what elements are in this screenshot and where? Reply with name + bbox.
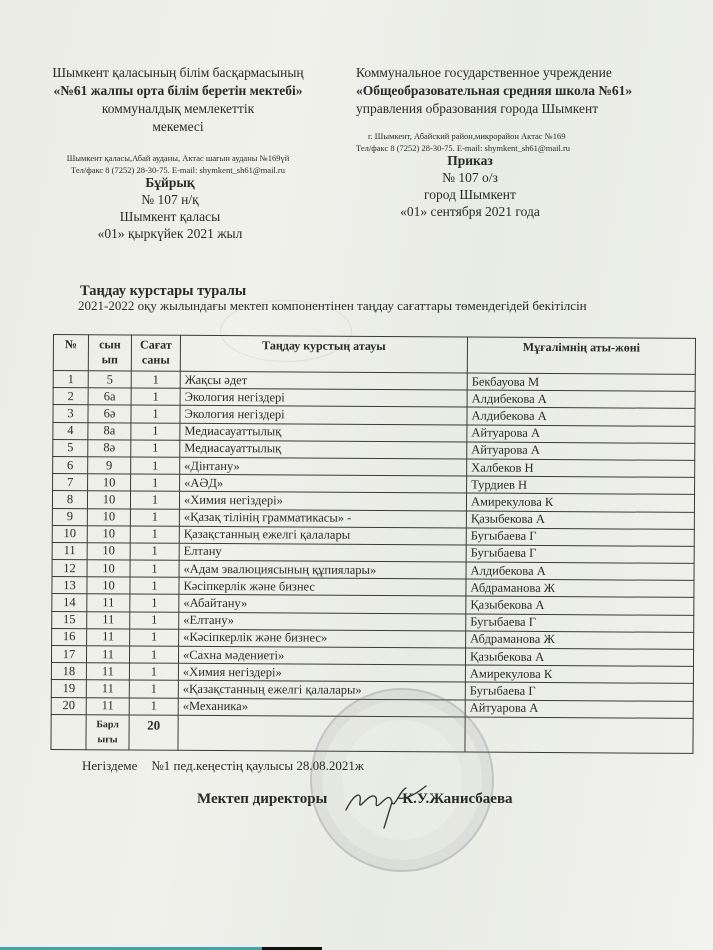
school-name-kz: «№61 жалпы орта білім беретін мектебі» bbox=[53, 83, 303, 98]
cell-number: 4 bbox=[53, 422, 88, 439]
total-value-cell bbox=[129, 715, 178, 750]
order-number-kz: № 107 н/қ bbox=[141, 192, 199, 207]
cell-grade: 10 bbox=[87, 491, 130, 508]
cell-teacher: Алдибекова А bbox=[466, 562, 694, 581]
cell-course: Елтану bbox=[179, 543, 466, 562]
header-left-kazakh bbox=[18, 64, 338, 176]
cell-grade: 11 bbox=[86, 680, 129, 697]
header-right-russian bbox=[356, 64, 686, 154]
cell-grade: 10 bbox=[87, 560, 130, 577]
cell-course: «Елтану» bbox=[179, 612, 466, 631]
cell-hours: 1 bbox=[130, 577, 179, 594]
cell-grade: 6ә bbox=[88, 405, 131, 422]
cell-number: 17 bbox=[51, 645, 86, 662]
header-hours: Сағат саны bbox=[131, 335, 180, 371]
cell-grade: 5 bbox=[88, 371, 131, 388]
cell-course: Экология негіздері bbox=[180, 406, 467, 425]
cell-course: «Адам эвалюциясының құпиялары» bbox=[179, 560, 466, 579]
cell-number: 15 bbox=[52, 611, 87, 628]
cell-number: 10 bbox=[52, 525, 87, 542]
cell-teacher: Бугыбаева Г bbox=[466, 545, 694, 564]
basis-label: Негіздеме bbox=[82, 758, 138, 773]
cell-hours: 1 bbox=[129, 663, 178, 680]
total-empty-cell bbox=[51, 714, 86, 749]
basis-line bbox=[82, 758, 364, 774]
cell-hours: 1 bbox=[131, 371, 180, 388]
cell-course: Кәсіпкерлік және бизнес bbox=[179, 578, 466, 597]
header-teacher: Мұғалімнің аты-жөні bbox=[467, 337, 695, 374]
cell-teacher: Абдраманова Ж bbox=[466, 579, 694, 598]
table-header-row bbox=[53, 335, 695, 375]
cell-grade: 8а bbox=[88, 422, 131, 439]
document-title: Таңдау курстары туралы bbox=[80, 283, 247, 299]
contact-kz: Тел/факс 8 (7252) 28-30-75. E-mail: shymkent_sh61@mail.ru bbox=[70, 165, 286, 175]
cell-number: 2 bbox=[53, 388, 88, 405]
cell-number: 11 bbox=[52, 542, 87, 559]
cell-teacher: Бугыбаева Г bbox=[466, 528, 694, 547]
cell-number: 13 bbox=[52, 577, 87, 594]
order-block-kz bbox=[60, 174, 280, 242]
cell-course: «Химия негіздері» bbox=[178, 663, 465, 682]
order-title-ru: Приказ bbox=[447, 153, 493, 168]
cell-number: 7 bbox=[53, 474, 88, 491]
header-left-line: Шымкент қаласының білім басқармасының bbox=[52, 65, 304, 80]
address-ru: г. Шымкент, Абайский район,микрорайон Актас №169 bbox=[368, 131, 566, 141]
cell-grade: 10 bbox=[88, 474, 131, 491]
cell-course: «Дінтану» bbox=[180, 457, 467, 476]
cell-hours: 1 bbox=[129, 680, 178, 697]
cell-grade: 9 bbox=[88, 457, 131, 474]
cell-course: «Кәсіпкерлік және бизнес» bbox=[179, 629, 466, 648]
cell-hours: 1 bbox=[131, 388, 180, 405]
cell-course: «Қазақстанның ежелгі қалалары» bbox=[178, 681, 465, 700]
header-number: № bbox=[53, 335, 88, 371]
cell-teacher: Амирекулова К bbox=[465, 665, 693, 684]
cell-teacher: Бекбауова М bbox=[467, 373, 695, 392]
cell-number: 20 bbox=[51, 697, 86, 714]
cell-course: Экология негіздері bbox=[180, 388, 467, 407]
cell-course: «Абайтану» bbox=[179, 595, 466, 614]
document-subtitle: 2021-2022 оқу жылындағы мектеп компонентінен таңдау сағаттары төмендегідей бекітілсін bbox=[78, 298, 587, 313]
cell-number: 12 bbox=[52, 560, 87, 577]
order-title-kz: Бұйрық bbox=[145, 175, 195, 190]
cell-teacher: Айтуарова А bbox=[465, 700, 693, 719]
cell-number: 3 bbox=[53, 405, 88, 422]
cell-hours: 1 bbox=[130, 526, 179, 543]
cell-hours: 1 bbox=[130, 543, 179, 560]
cell-grade: 8ә bbox=[88, 439, 131, 456]
cell-number: 6 bbox=[53, 456, 88, 473]
cell-grade: 10 bbox=[87, 508, 130, 525]
cell-teacher: Алдибекова А bbox=[467, 390, 695, 409]
order-number-ru: № 107 о/з bbox=[442, 170, 498, 185]
header-left-line: мекемесі bbox=[152, 119, 204, 134]
order-block-ru bbox=[390, 152, 550, 220]
header-course: Таңдау курстың атауы bbox=[180, 335, 467, 373]
cell-hours: 1 bbox=[130, 560, 179, 577]
cell-number: 9 bbox=[52, 508, 87, 525]
cell-teacher: Айтуарова А bbox=[467, 442, 695, 461]
total-hours: 20 bbox=[147, 717, 161, 733]
cell-hours: 1 bbox=[131, 440, 180, 457]
director-name: К.У.Жанисбаева bbox=[402, 791, 513, 807]
cell-grade: 10 bbox=[87, 543, 130, 560]
cell-number: 5 bbox=[53, 439, 88, 456]
cell-teacher: Амирекулова К bbox=[466, 493, 694, 512]
cell-teacher: Қазыбекова А bbox=[466, 511, 694, 530]
cell-grade: 10 bbox=[87, 577, 130, 594]
cell-hours: 1 bbox=[130, 612, 179, 629]
address-kz: Шымкент қаласы,Абай ауданы, Актас шағын ауданы №169үй bbox=[66, 153, 290, 163]
cell-grade: 6а bbox=[88, 388, 131, 405]
cell-teacher: Айтуарова А bbox=[467, 425, 695, 444]
cell-course: Қазақстанның ежелгі қалалары bbox=[179, 526, 466, 545]
basis-text: №1 пед.кеңестің қаулысы 28.08.2021ж bbox=[151, 758, 364, 773]
cell-number: 18 bbox=[51, 663, 86, 680]
cell-grade: 11 bbox=[86, 646, 129, 663]
handwritten-signature bbox=[340, 780, 430, 830]
elective-courses-table bbox=[50, 334, 696, 754]
cell-grade: 11 bbox=[86, 663, 129, 680]
total-label: Барл ығы bbox=[96, 719, 119, 746]
header-grade: сын ып bbox=[88, 335, 131, 371]
cell-hours: 1 bbox=[130, 491, 179, 508]
order-city-ru: город Шымкент bbox=[424, 187, 516, 202]
cell-teacher: Бугыбаева Г bbox=[465, 682, 693, 701]
cell-grade: 11 bbox=[86, 697, 129, 714]
cell-teacher: Алдибекова А bbox=[467, 407, 695, 426]
order-date-kz: «01» қыркүйек 2021 жыл bbox=[97, 226, 243, 241]
cell-course: «Механика» bbox=[178, 698, 465, 717]
total-label-cell bbox=[86, 714, 129, 749]
cell-grade: 11 bbox=[87, 629, 130, 646]
cell-hours: 1 bbox=[131, 457, 180, 474]
cell-hours: 1 bbox=[129, 698, 178, 715]
order-date-ru: «01» сентября 2021 года bbox=[400, 204, 540, 219]
cell-course: «АӘД» bbox=[180, 474, 467, 493]
contact-ru: Тел/факс 8 (7252) 28-30-75. E-mail: shymkent_sh61@mail.ru bbox=[356, 143, 571, 153]
cell-hours: 1 bbox=[131, 405, 180, 422]
cell-course: «Қазақ тілінің грамматикасы» - bbox=[179, 509, 466, 528]
total-empty-cell bbox=[465, 717, 693, 753]
cell-hours: 1 bbox=[131, 474, 180, 491]
cell-number: 16 bbox=[52, 628, 87, 645]
cell-grade: 10 bbox=[87, 525, 130, 542]
cell-number: 14 bbox=[52, 594, 87, 611]
cell-course: Медиасауаттылық bbox=[180, 423, 467, 442]
cell-course: «Химия негіздері» bbox=[179, 492, 466, 511]
cell-course: Жақсы әдет bbox=[180, 371, 467, 390]
cell-number: 8 bbox=[52, 491, 87, 508]
director-label: Мектеп директоры bbox=[197, 791, 328, 807]
header-left-line: коммуналдық мемлекеттік bbox=[101, 101, 255, 116]
cell-teacher: Бугыбаева Г bbox=[466, 614, 694, 633]
cell-hours: 1 bbox=[129, 646, 178, 663]
cell-teacher: Турдиев Н bbox=[467, 476, 695, 495]
order-city-kz: Шымкент қаласы bbox=[119, 209, 221, 224]
cell-teacher: Абдраманова Ж bbox=[466, 631, 694, 650]
cell-hours: 1 bbox=[131, 423, 180, 440]
cell-course: Медиасауаттылық bbox=[180, 440, 467, 459]
cell-number: 19 bbox=[51, 680, 86, 697]
cell-teacher: Қазыбекова А bbox=[465, 648, 693, 667]
cell-grade: 11 bbox=[87, 611, 130, 628]
cell-course: «Сахна мәдениеті» bbox=[178, 646, 465, 665]
cell-hours: 1 bbox=[130, 508, 179, 525]
header-right-line: управления образования города Шымкент bbox=[356, 101, 599, 116]
cell-hours: 1 bbox=[130, 594, 179, 611]
school-name-ru: «Общеобразовательная средняя школа №61» bbox=[356, 83, 633, 98]
cell-hours: 1 bbox=[130, 629, 179, 646]
cell-grade: 11 bbox=[87, 594, 130, 611]
header-right-line: Коммунальное государственное учреждение bbox=[356, 65, 612, 80]
cell-teacher: Халбеков Н bbox=[467, 459, 695, 478]
cell-teacher: Қазыбекова А bbox=[466, 596, 694, 615]
cell-number: 1 bbox=[53, 371, 88, 388]
